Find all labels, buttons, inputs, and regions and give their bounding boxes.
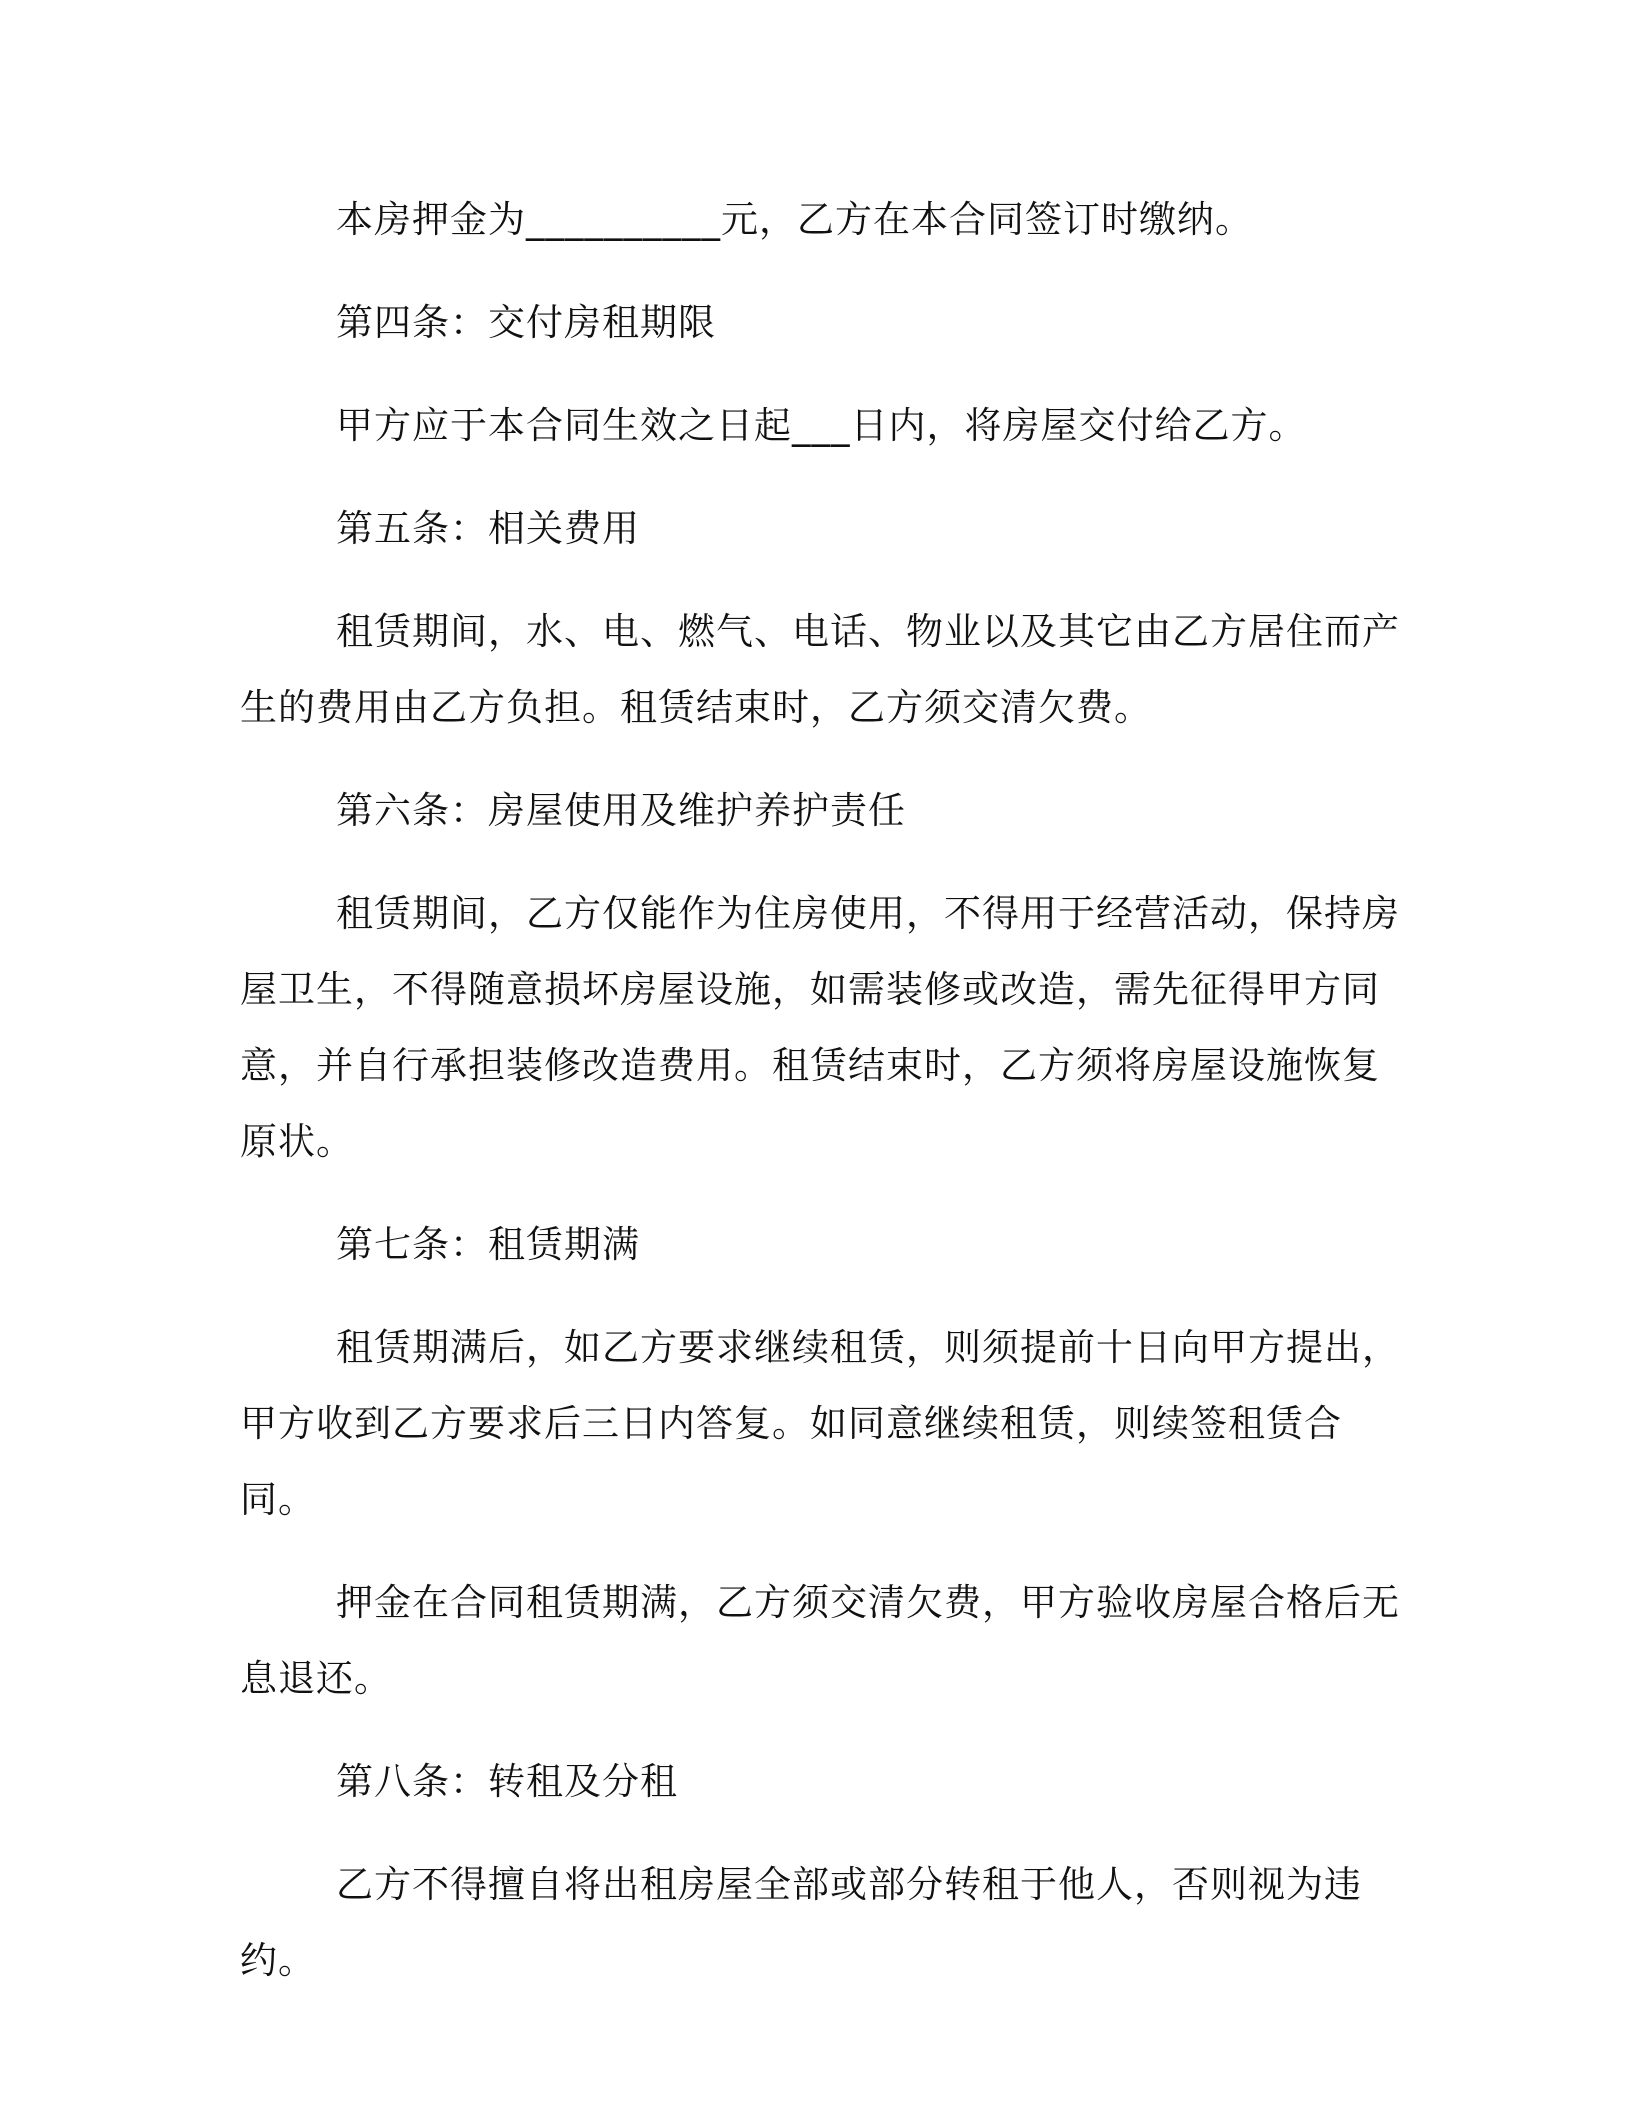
article-8-heading: 第八条：转租及分租	[336, 1760, 678, 1803]
article-6-heading: 第六条：房屋使用及维护养护责任	[336, 789, 906, 832]
paragraph-lease-renewal: 租赁期满后，如乙方要求继续租赁，则须提前十日向甲方提出，甲方收到乙方要求后三日内答复。如同意继续租赁，则续签租赁合同。	[240, 1326, 1400, 1521]
paragraph-deposit: 本房押金为__________元，乙方在本合同签订时缴纳。	[336, 198, 1253, 241]
paragraph-usage-maintenance: 租赁期间，乙方仅能作为住房使用，不得用于经营活动，保持房屋卫生，不得随意损坏房屋设施，如需装修或改造，需先征得甲方同意，并自行承担装修改造费用。租赁结束时，乙方须将房屋设施恢复原状。	[240, 892, 1400, 1163]
paragraph-delivery: 甲方应于本合同生效之日起___日内，将房屋交付给乙方。	[336, 404, 1307, 447]
paragraph-sublease: 乙方不得擅自将出租房屋全部或部分转租于他人，否则视为违约。	[240, 1863, 1362, 1982]
paragraph-fees: 租赁期间，水、电、燃气、电话、物业以及其它由乙方居住而产生的费用由乙方负担。租赁结束时，乙方须交清欠费。	[240, 610, 1400, 729]
paragraph-deposit-refund: 押金在合同租赁期满，乙方须交清欠费，甲方验收房屋合格后无息退还。	[240, 1581, 1400, 1700]
article-7-heading: 第七条：租赁期满	[336, 1223, 640, 1266]
document-body	[240, 182, 1412, 2026]
article-5-heading: 第五条：相关费用	[336, 507, 640, 550]
article-4-heading: 第四条：交付房租期限	[336, 301, 716, 344]
